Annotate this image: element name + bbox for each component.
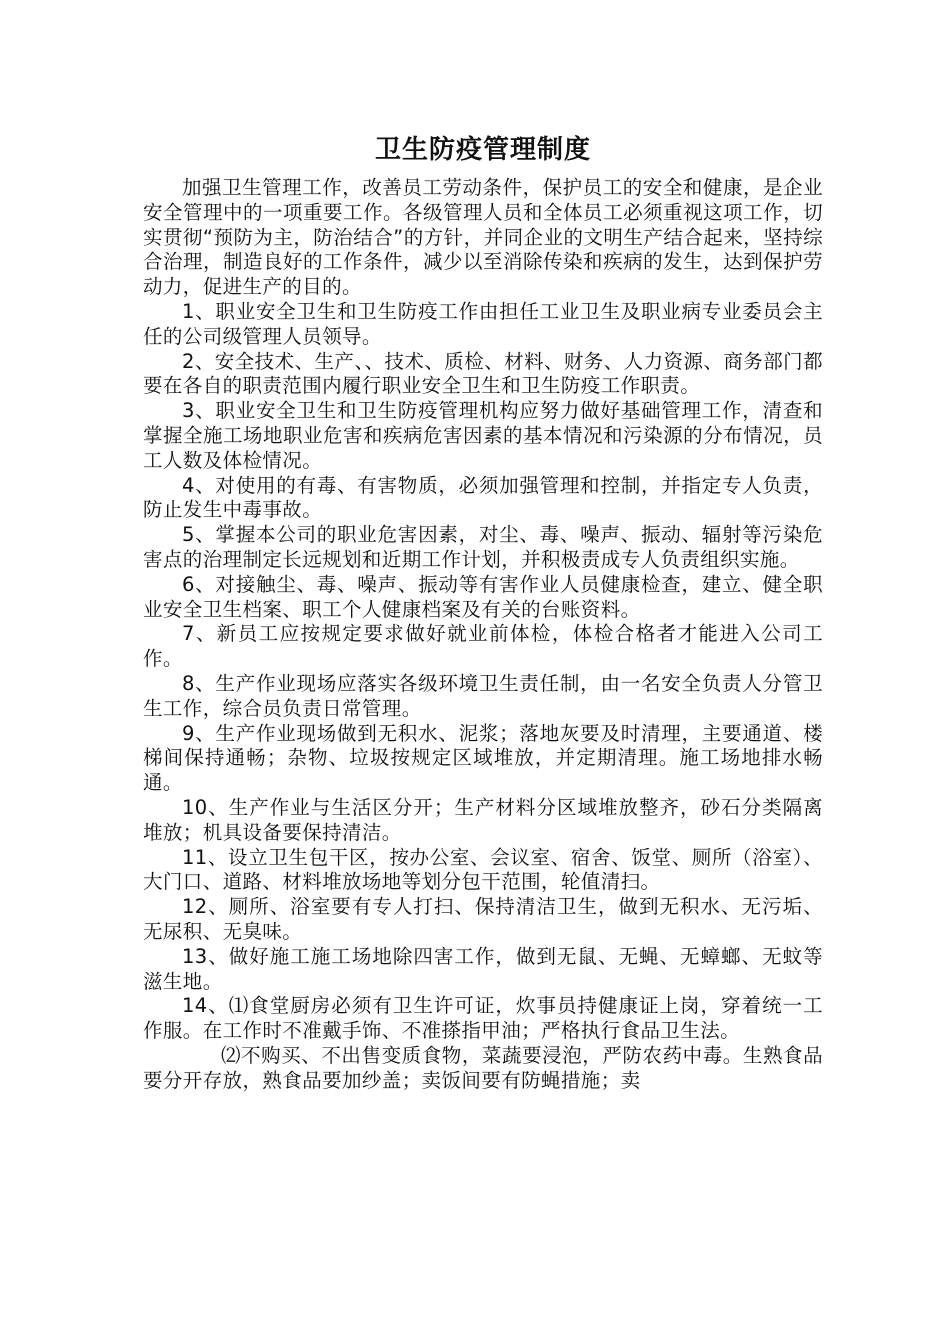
item-paragraph-9: 9、生产作业现场做到无积水、泥浆；落地灰要及时清理，主要通道、楼梯间保持通畅；杂物、垃圾按规定区域堆放，并定期清理。施工场地排水畅通。 [143, 721, 823, 795]
item-paragraph-5: 5、掌握本公司的职业危害因素，对尘、毒、噪声、振动、辐射等污染危害点的治理制定长远规划和近期工作计划，并积极责成专人负责组织实施。 [143, 523, 823, 571]
item-paragraph-2: 2、安全技术、生产、、技术、质检、材料、财务、人力资源、商务部门都要在各自的职责范围内履行职业安全卫生和卫生防疫工作职责。 [143, 349, 823, 398]
item-paragraph-3: 3、职业安全卫生和卫生防疫管理机构应努力做好基础管理工作，清查和掌握全施工场地职业危害和疾病危害因素的基本情况和污染源的分布情况，员工人数及体检情况。 [143, 399, 823, 472]
sub-item-paragraph: ⑵不购买、不出售变质食物，菜蔬要浸泡，严防农药中毒。生熟食品要分开存放，熟食品要加纱盖；卖饭间要有防蝇措施；卖 [143, 1043, 823, 1092]
item-paragraph-4: 4、对使用的有毒、有害物质，必须加强管理和控制，并指定专人负责，防止发生中毒事故。 [143, 473, 823, 522]
item-paragraph-13: 13、做好施工施工场地除四害工作，做到无鼠、无蝇、无蟑螂、无蚊等滋生地。 [143, 944, 823, 993]
document-title: 卫生防疫管理制度 [374, 135, 591, 165]
item-paragraph-6: 6、对接触尘、毒、噪声、振动等有害作业人员健康检查，建立、健全职业安全卫生档案、职工个人健康档案及有关的台账资料。 [143, 572, 823, 621]
intro-paragraph: 加强卫生管理工作，改善员工劳动条件，保护员工的安全和健康，是企业安全管理中的一项重要工作。各级管理人员和全体员工必须重视这项工作，切实贯彻“预防为主，防治结合”的方针，并同企业的文明生产结合起来，坚持综合治理，制造良好的工作条件，减少以至消除传染和疾病的发生，达到保护劳动力，促进生产的目的。 [143, 176, 823, 299]
item-paragraph-10: 10、生产作业与生活区分开；生产材料分区域堆放整齐，砂石分类隔离堆放；机具设备要保持清洁。 [143, 795, 823, 844]
item-paragraph-11: 11、设立卫生包干区，按办公室、会议室、宿舍、饭堂、厕所（浴室）、大门口、道路、材料堆放场地等划分包干范围，轮值清扫。 [143, 845, 823, 894]
item-paragraph-8: 8、生产作业现场应落实各级环境卫生责任制，由一名安全负责人分管卫生工作，综合员负责日常管理。 [143, 671, 823, 720]
item-paragraph-7: 7、新员工应按规定要求做好就业前体检，体检合格者才能进入公司工作。 [143, 622, 823, 671]
item-paragraph-12: 12、厕所、浴室要有专人打扫、保持清洁卫生，做到无积水、无污垢、无尿积、无臭味。 [143, 895, 823, 943]
item-paragraph-1: 1、职业安全卫生和卫生防疫工作由担任工业卫生及职业病专业委员会主任的公司级管理人员领导。 [143, 299, 823, 348]
document-page [143, 128, 823, 1093]
item-paragraph-14: 14、⑴食堂厨房必须有卫生许可证，炊事员持健康证上岗，穿着统一工作服。在工作时不准戴手饰、不准搽指甲油；严格执行食品卫生法。 [143, 994, 823, 1043]
